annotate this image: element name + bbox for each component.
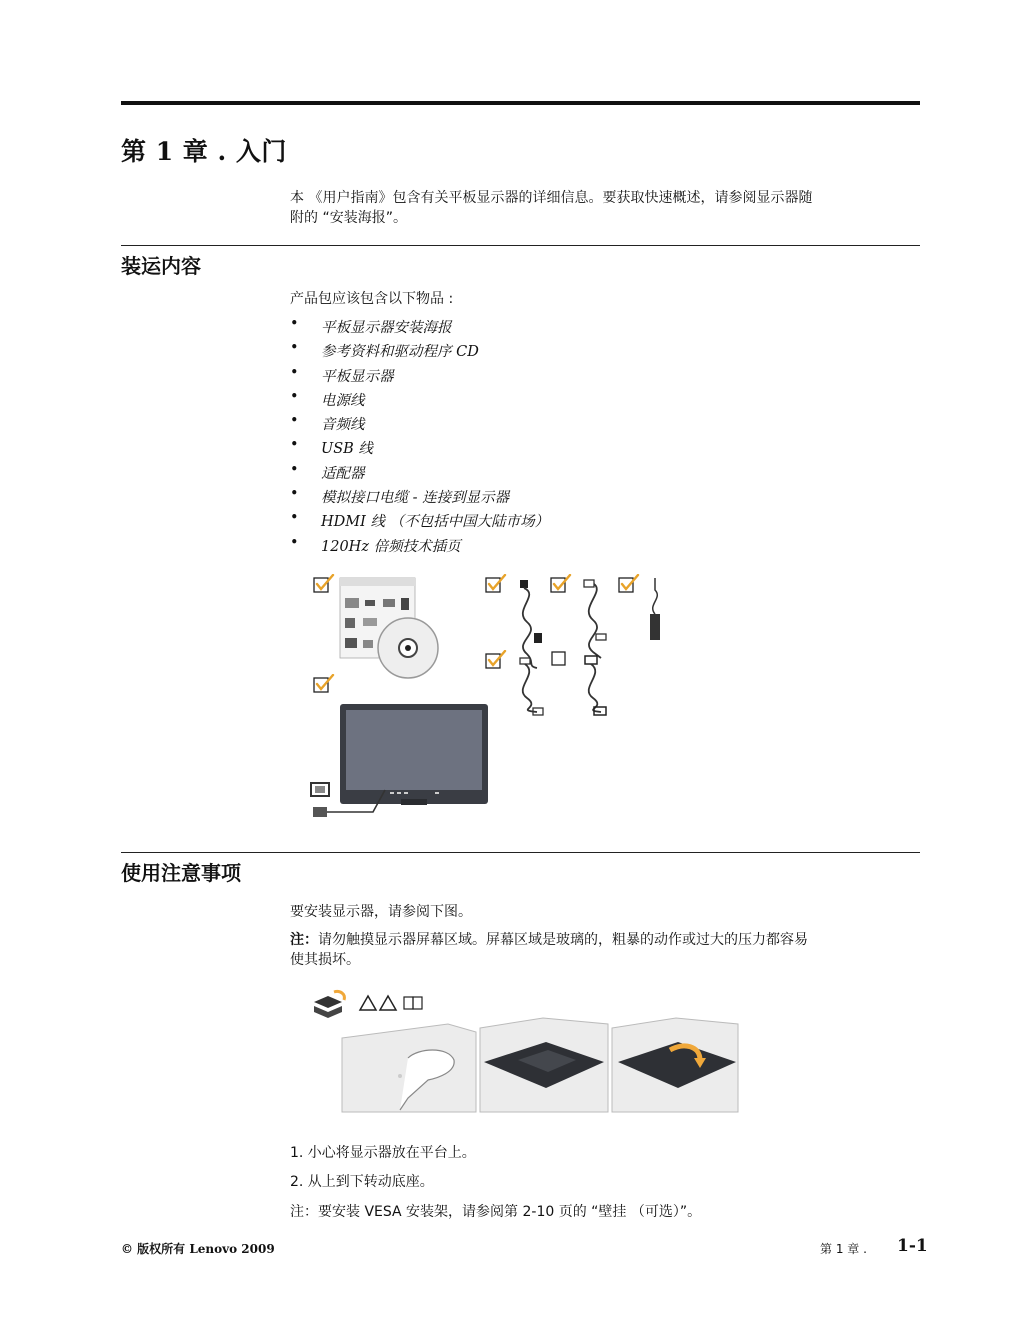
top-rule: [121, 101, 920, 105]
box-warning-icons: [314, 991, 422, 1018]
note-line-2: 使其损坏。: [290, 952, 360, 968]
vesa-note: 注：要安装 VESA 安装架，请参阅第 2-10 页的 “壁挂 （可选）”。: [290, 1204, 702, 1220]
footer-page-number: 1-1: [897, 1236, 928, 1256]
bullet: •: [290, 316, 299, 332]
section-title-shipping: 装运内容: [121, 254, 201, 278]
precautions-note: [290, 930, 920, 970]
bullet: •: [290, 340, 299, 357]
bullet: •: [290, 486, 299, 503]
audio-cable-icon: [551, 575, 606, 658]
intro-line-1: 本 《用户指南》包含有关平板显示器的详细信息。要获取快速概述，请参阅显示器随: [290, 190, 813, 206]
monitor-flat-panel: [480, 1018, 608, 1112]
note-label: 注：: [290, 932, 318, 948]
bullet: •: [290, 413, 299, 430]
bullet: •: [290, 388, 299, 405]
handling-illustration: [308, 988, 740, 1116]
precautions-intro: 要安装显示器，请参阅下图。: [290, 904, 472, 920]
rotate-stand-panel: [612, 1018, 738, 1112]
section-rule: [121, 245, 920, 246]
step-2: 2. 从上到下转动底座。: [290, 1174, 434, 1190]
intro-line-2: 附的 “安装海报”。: [290, 210, 407, 226]
footer-chapter: 第 1 章 .: [820, 1242, 867, 1256]
note-line-1: 请勿触摸显示器屏幕区域。屏幕区域是玻璃的，粗暴的动作或过大的压力都容易: [318, 932, 808, 948]
cd-icon: [378, 618, 438, 678]
intro-paragraph: [290, 188, 920, 228]
package-contents-illustration: [305, 570, 685, 825]
bullet: •: [290, 437, 299, 454]
adapter-icon: [619, 575, 660, 640]
usb-cable-icon: [486, 651, 543, 715]
step-1: 1. 小心将显示器放在平台上。: [290, 1145, 476, 1161]
bullet: •: [290, 461, 299, 478]
hdmi-cable-icon: [552, 652, 606, 715]
section-title-precautions: 使用注意事项: [121, 861, 241, 885]
monitor-icon: [314, 675, 488, 805]
shipping-lead: 产品包应该包含以下物品 :: [290, 291, 454, 307]
bullet: •: [290, 534, 299, 551]
section-rule: [121, 852, 920, 853]
bullet: •: [290, 364, 299, 381]
footer-copyright: © 版权所有 Lenovo 2009: [121, 1242, 275, 1256]
bullet: •: [290, 510, 299, 527]
wipe-screen-panel: [342, 1024, 476, 1112]
chapter-title: 第 1 章 . 入门: [121, 137, 287, 166]
